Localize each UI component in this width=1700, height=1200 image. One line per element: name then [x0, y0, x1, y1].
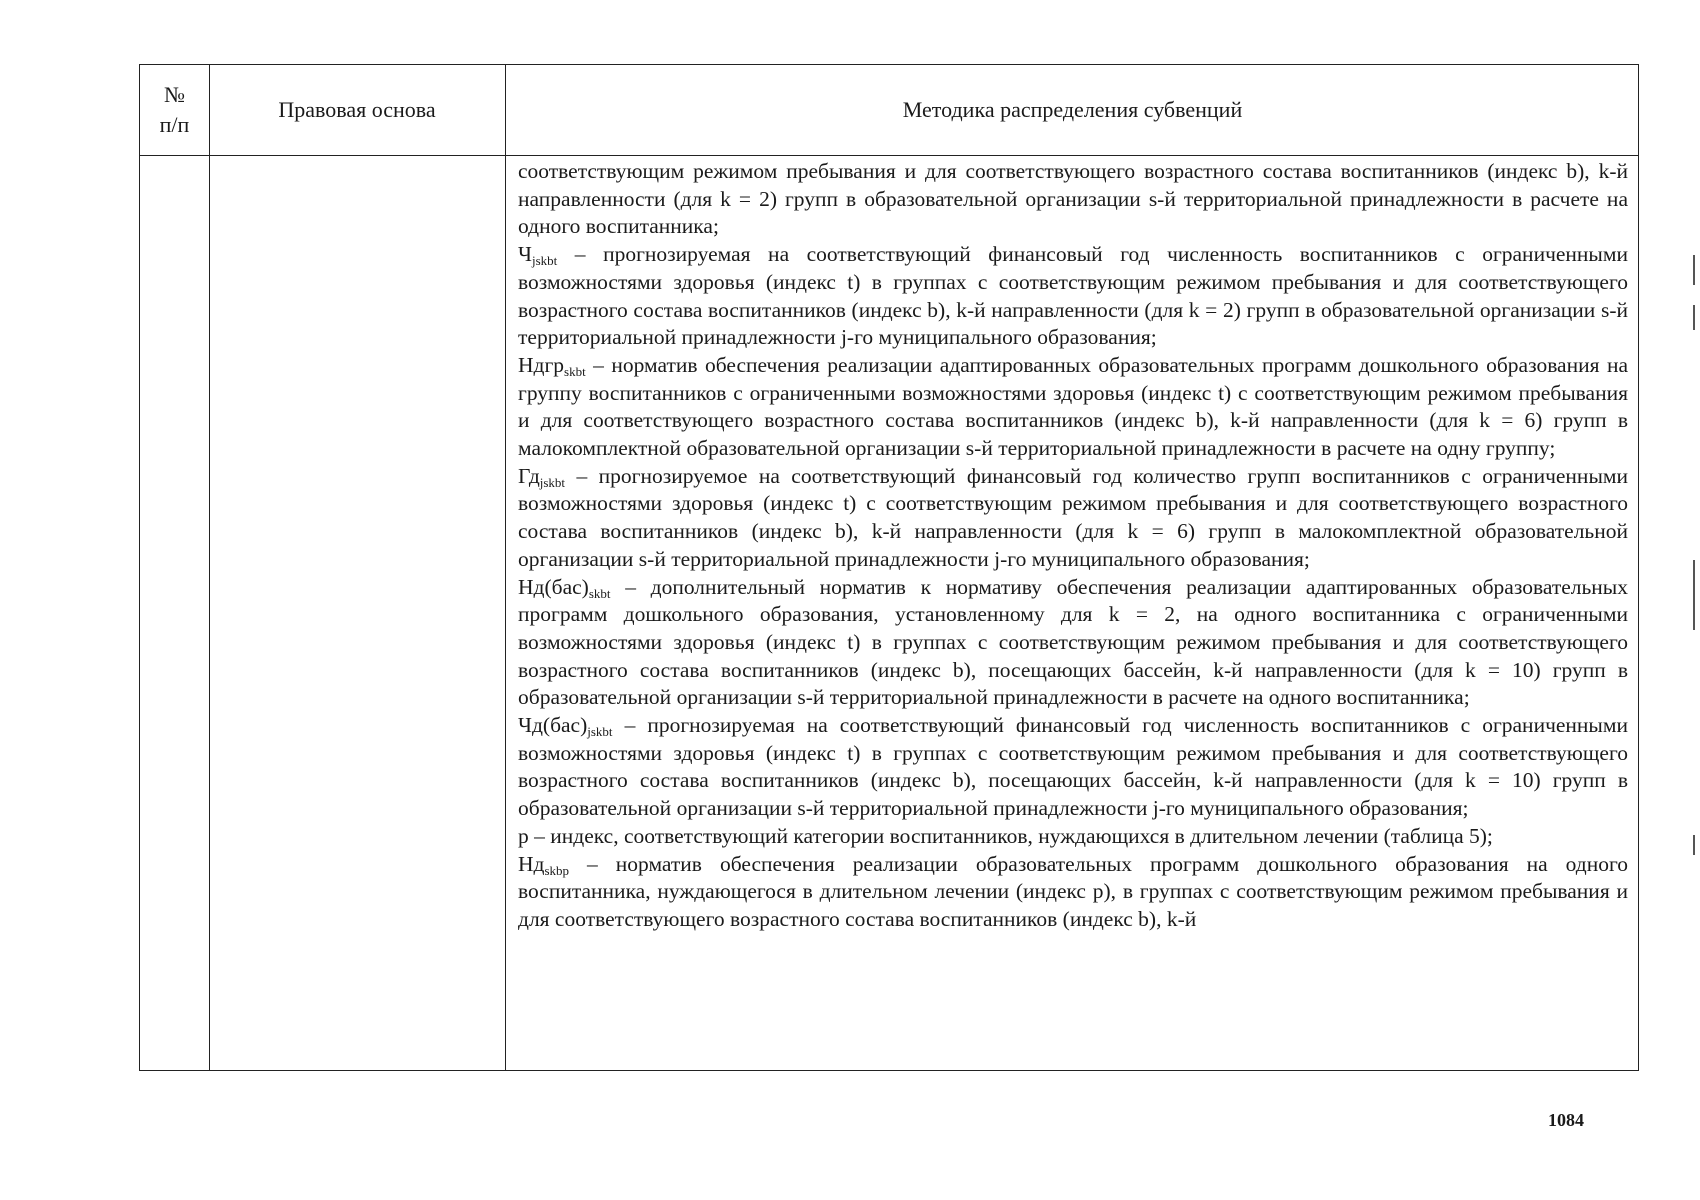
paragraph: $Чд(бас)_{jskbt}$ – прогнозируемая на соответствующий финансовый год численность воспитанников с ограниченными возможностями здоровья (индекс t) в группах с соответствующим режимом пребывания и для соответствующего возрастного состава воспитанников (индекс b), посещающих бассейн, k-й направленности (для k = 10) групп в образовательной организации s-й территориальной принадлежности j-го муниципального образования;	[518, 713, 1628, 821]
symbol: $Нд_{skbp}$	[518, 851, 570, 878]
page-number: 1084	[1548, 1110, 1584, 1130]
paragraph: p – индекс, соответствующий категории воспитанников, нуждающихся в длительном лечении (таблица 5);	[518, 823, 1493, 848]
symbol: $Чд(бас)_{jskbt}$	[518, 713, 613, 740]
header-number: №	[164, 82, 185, 107]
symbol: $Ч_{jskbt}$	[518, 242, 558, 269]
paragraph: Ндгр$_{skbt}$ – норматив обеспечения реализации адаптированных образовательных программ дошкольного образования на группу воспитанников с ограниченными возможностями здоровья (индекс t) с соответствующим режимом пребывания и для соответствующего возрастного состава воспитанников (индекс b), k-й направленности (для k = 6) групп в малокомплектной образовательной организации s-й территориальной принадлежности в расчете на одну группу;	[518, 352, 1628, 461]
column-divider-1	[209, 65, 210, 1070]
paragraph: $Нд(бас)_{skbt}$ – дополнительный норматив к нормативу обеспечения реализации адаптированных образовательных программ дошкольного образования, установленному для k = 2, на одного воспитанника с ограниченными возможностями здоровья (индекс t) в группах с соответствующим режимом пребывания и для соответствующего возрастного состава воспитанников (индекс b), посещающих бассейн, k-й направленности (для k = 10) групп в образовательной организации s-й территориальной принадлежности в расчете на одного воспитанника;	[518, 574, 1628, 710]
scan-edge-mark	[1693, 305, 1695, 330]
header-methodology: Методика распределения субвенций	[902, 97, 1243, 122]
column-divider-2	[505, 65, 506, 1070]
symbol: $Нд(бас)_{skbt}$	[518, 574, 611, 601]
header-divider	[140, 155, 1638, 156]
header-legal-basis: Правовая основа	[278, 97, 436, 122]
header-number-sub: п/п	[159, 112, 190, 137]
scan-edge-mark	[1693, 560, 1695, 630]
paragraph: $Нд_{skbp}$ – норматив обеспечения реализации образовательных программ дошкольного образования на одного воспитанника, нуждающегося в длительном лечении (индекс p), в группах с соответствующим режимом пребывания и для соответствующего возрастного состава воспитанников (индекс b), k-й	[518, 851, 1628, 931]
paragraph: $Гд_{jskbt}$ – прогнозируемое на соответствующий финансовый год количество групп воспитанников с ограниченными возможностями здоровья (индекс t) с соответствующим режимом пребывания и для соответствующего возрастного состава воспитанников (индекс b), k-й направленности (для k = 6) групп в малокомплектной образовательной организации s-й территориальной принадлежности j-го муниципального образования;	[518, 463, 1628, 571]
scan-edge-mark	[1693, 255, 1695, 285]
symbol: $Гд_{jskbt}$	[518, 463, 566, 490]
document-table	[139, 64, 1639, 1071]
paragraph: $Ч_{jskbt}$ – прогнозируемая на соответствующий финансовый год численность воспитанников с ограниченными возможностями здоровья (индекс t) в группах с соответствующим режимом пребывания и для соответствующего возрастного состава воспитанников (индекс b), k-й направленности (для k = 2) групп в образовательной организации s-й территориальной принадлежности j-го муниципального образования;	[518, 242, 1628, 350]
header-number-cell	[140, 65, 209, 155]
scan-edge-mark	[1693, 835, 1695, 855]
paragraph: соответствующим режимом пребывания и для соответствующего возрастного состава воспитанников (индекс b), k-й направленности (для k = 2) групп в образовательной организации s-й территориальной принадлежности в расчете на одного воспитанника;	[518, 159, 1628, 239]
symbol: Ндгр$_{skbt}$	[518, 352, 586, 379]
methodology-text	[518, 158, 1628, 934]
